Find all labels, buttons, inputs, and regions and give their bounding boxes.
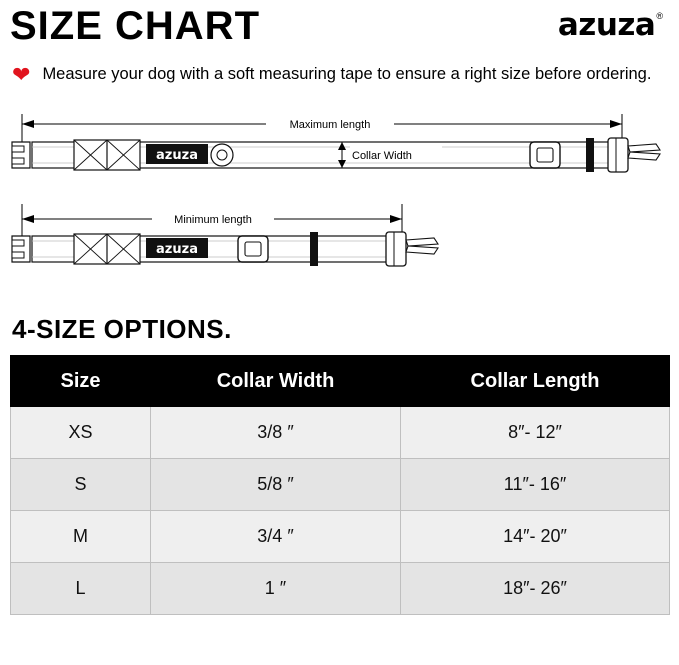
registered-mark: ® xyxy=(656,11,663,21)
options-heading: 4-SIZE OPTIONS. xyxy=(12,314,232,344)
heart-icon: ❤ xyxy=(12,62,31,87)
cell-collar-width: 1 ″ xyxy=(151,563,401,615)
collar-diagram xyxy=(10,100,669,300)
measure-note xyxy=(10,62,669,86)
cell-size: XS xyxy=(11,407,151,459)
cell-collar-width: 3/4 ″ xyxy=(151,511,401,563)
column-header-size: Size xyxy=(11,356,151,407)
cell-collar-width: 3/8 ″ xyxy=(151,407,401,459)
table-row xyxy=(11,511,670,563)
cell-collar-length: 18″- 26″ xyxy=(401,563,670,615)
svg-text:Minimum length: Minimum length xyxy=(174,214,252,226)
cell-collar-width: 5/8 ″ xyxy=(151,459,401,511)
svg-text:azuza: azuza xyxy=(156,242,198,257)
page-header xyxy=(10,0,669,50)
cell-collar-length: 8″- 12″ xyxy=(401,407,670,459)
measure-note-text: Measure your dog with a soft measuring tape to ensure a right size before ordering. xyxy=(42,65,652,83)
page-title: SIZE CHART xyxy=(10,4,260,48)
svg-text:azuza: azuza xyxy=(156,148,198,163)
cell-collar-length: 11″- 16″ xyxy=(401,459,670,511)
cell-size: M xyxy=(11,511,151,563)
cell-size: S xyxy=(11,459,151,511)
table-row xyxy=(11,459,670,511)
svg-text:Maximum length: Maximum length xyxy=(289,119,371,131)
size-table xyxy=(10,355,670,615)
cell-size: L xyxy=(11,563,151,615)
svg-text:Collar Width: Collar Width xyxy=(352,150,412,162)
table-row xyxy=(11,563,670,615)
table-header-row xyxy=(11,356,670,407)
azuza-logo xyxy=(558,4,669,41)
column-header-collar-width: Collar Width xyxy=(151,356,401,407)
cell-collar-length: 14″- 20″ xyxy=(401,511,670,563)
table-row xyxy=(11,407,670,459)
brand-text: azuza xyxy=(557,7,656,43)
column-header-collar-length: Collar Length xyxy=(401,356,670,407)
